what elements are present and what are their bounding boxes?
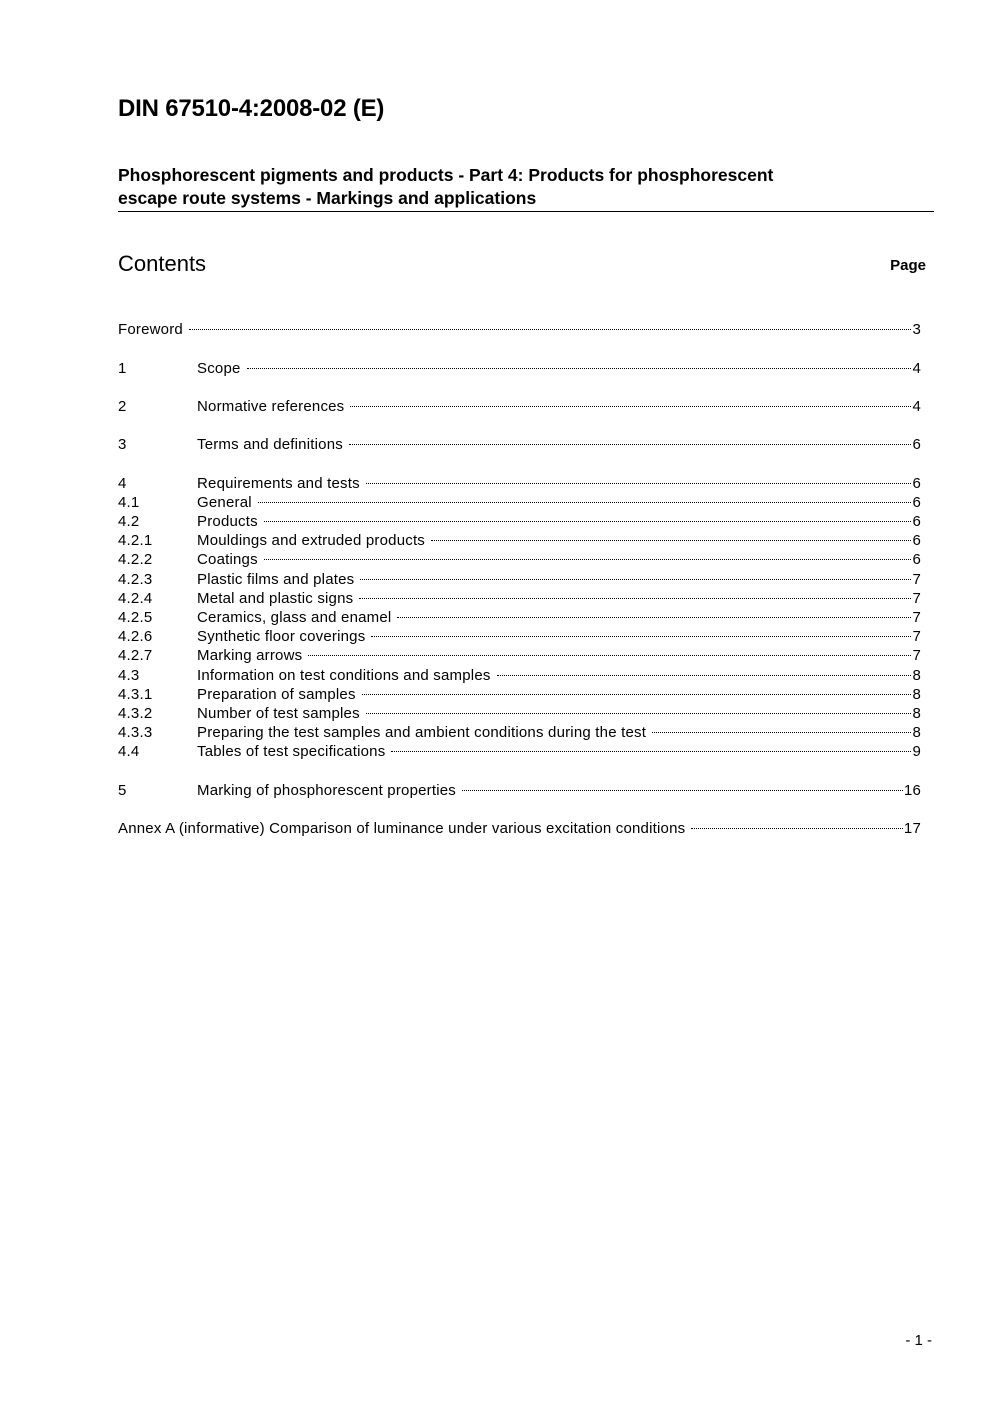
toc-entry-page: 8	[912, 685, 921, 703]
toc-leader-dots	[264, 545, 912, 564]
toc-leader-dots	[359, 584, 911, 603]
toc-entry-page: 6	[912, 532, 921, 550]
contents-heading: Contents	[118, 251, 207, 276]
toc-entry-title: Number of test samples	[197, 704, 360, 722]
toc-leader-dots	[371, 622, 911, 641]
toc-entry-title: Requirements and tests	[197, 474, 360, 492]
toc-leader-dots	[189, 315, 911, 334]
toc-entry-number: 5	[118, 781, 127, 799]
toc-leader-dots	[397, 603, 911, 622]
page-column-heading: Page	[890, 257, 926, 274]
toc-leader-dots	[366, 699, 912, 718]
toc-entry-number: 4.2.6	[118, 628, 153, 646]
toc-entry-page: 6	[912, 493, 921, 511]
toc-leader-dots	[360, 564, 911, 583]
toc-entry-title: Preparing the test samples and ambient conditions during the test	[197, 724, 647, 742]
toc-entry-page: 7	[912, 647, 921, 665]
toc-entry-3[interactable]	[118, 430, 921, 454]
document-title-line-2: escape route systems - Markings and applications	[118, 188, 537, 208]
toc-entry-title: Marking of phosphorescent properties	[197, 781, 457, 799]
toc-entry-1[interactable]	[118, 353, 921, 377]
toc-entry-title: Mouldings and extruded products	[197, 532, 426, 550]
toc-leader-dots	[308, 641, 911, 660]
toc-entry-title: Normative references	[197, 397, 345, 415]
toc-entry-page: 6	[912, 513, 921, 531]
toc-leader-dots	[366, 469, 912, 488]
toc-entry-page: 3	[912, 321, 921, 339]
toc-entry-foreword[interactable]	[118, 315, 921, 339]
toc-entry-number: 4.2.3	[118, 570, 153, 588]
toc-entry-page: 6	[912, 474, 921, 492]
toc-leader-dots	[247, 353, 912, 372]
toc-leader-dots	[391, 737, 911, 756]
toc-entry-page: 4	[912, 359, 921, 377]
toc-entry-page: 16	[903, 781, 921, 799]
toc-entry-title: Preparation of samples	[197, 685, 356, 703]
toc-entry-page: 8	[912, 704, 921, 722]
toc-entry-number: 4.3.2	[118, 704, 153, 722]
toc-entry-number: 3	[118, 436, 127, 454]
page-number: - 1 -	[905, 1332, 932, 1349]
toc-entry-page: 4	[912, 397, 921, 415]
toc-entry-number: 4.2	[118, 513, 140, 531]
table-of-contents	[118, 315, 921, 838]
toc-entry-number: 4.2.2	[118, 551, 153, 569]
toc-entry-number: 4.4	[118, 743, 140, 761]
toc-entry-number: 4.2.1	[118, 532, 153, 550]
toc-entry-page: 8	[912, 666, 921, 684]
document-title-line-1: Phosphorescent pigments and products - Part 4: Products for phosphorescent	[118, 165, 774, 185]
toc-entry-title: Marking arrows	[197, 647, 303, 665]
toc-entry-title: Terms and definitions	[197, 436, 343, 454]
toc-entry-title: Plastic films and plates	[197, 570, 355, 588]
toc-leader-dots	[258, 488, 912, 507]
toc-entry-title: Annex A (informative) Comparison of luminance under various excitation conditions	[118, 820, 686, 838]
toc-entry-2[interactable]	[118, 392, 921, 415]
toc-entry-page: 9	[912, 743, 921, 761]
toc-leader-dots	[691, 814, 903, 833]
toc-entry-5[interactable]	[118, 776, 921, 799]
toc-leader-dots	[349, 430, 912, 449]
toc-entry-title: Ceramics, glass and enamel	[197, 609, 392, 626]
toc-entry-page: 7	[912, 628, 921, 646]
toc-entry-title: Tables of test specifications	[197, 743, 386, 761]
toc-leader-dots	[264, 507, 912, 526]
document-title	[118, 164, 934, 212]
toc-leader-dots	[350, 392, 911, 411]
toc-entry-number: 2	[118, 397, 127, 415]
toc-entry-title: General	[197, 493, 252, 511]
document-number: DIN 67510-4:2008-02 (E)	[118, 95, 385, 122]
toc-leader-dots	[652, 718, 911, 737]
toc-entry-page: 8	[912, 724, 921, 742]
toc-entry-title: Scope	[197, 359, 241, 377]
toc-entry-number: 4.2.7	[118, 647, 153, 665]
toc-leader-dots	[362, 680, 912, 699]
toc-entry-4[interactable]	[118, 469, 921, 492]
toc-leader-dots	[462, 776, 903, 795]
toc-entry-title: Information on test conditions and samples	[197, 666, 491, 684]
toc-entry-title: Coatings	[197, 551, 258, 569]
toc-entry-page: 6	[912, 551, 921, 569]
toc-entry-number: 4.2.5	[118, 609, 153, 626]
toc-entry-title: Products	[197, 513, 258, 531]
toc-entry-number: 4.3.1	[118, 685, 153, 703]
toc-entry-page: 6	[912, 436, 921, 454]
toc-leader-dots	[431, 526, 911, 545]
toc-entry-number: 4.2.4	[118, 589, 153, 607]
toc-entry-number: 4	[118, 474, 127, 492]
toc-entry-title: Metal and plastic signs	[197, 589, 354, 607]
toc-entry-page: 7	[912, 609, 921, 626]
toc-entry-title: Synthetic floor coverings	[197, 628, 366, 646]
toc-entry-number: 4.3	[118, 666, 140, 684]
toc-entry-number: 4.3.3	[118, 724, 153, 742]
toc-entry-number: 4.1	[118, 493, 140, 511]
toc-entry-title: Foreword	[118, 321, 183, 339]
toc-entry-number: 1	[118, 359, 127, 377]
toc-entry-page: 17	[903, 820, 921, 838]
toc-entry-page: 7	[912, 589, 921, 607]
toc-entry-annex-a[interactable]	[118, 814, 921, 838]
toc-leader-dots	[497, 660, 912, 679]
toc-entry-page: 7	[912, 570, 921, 588]
